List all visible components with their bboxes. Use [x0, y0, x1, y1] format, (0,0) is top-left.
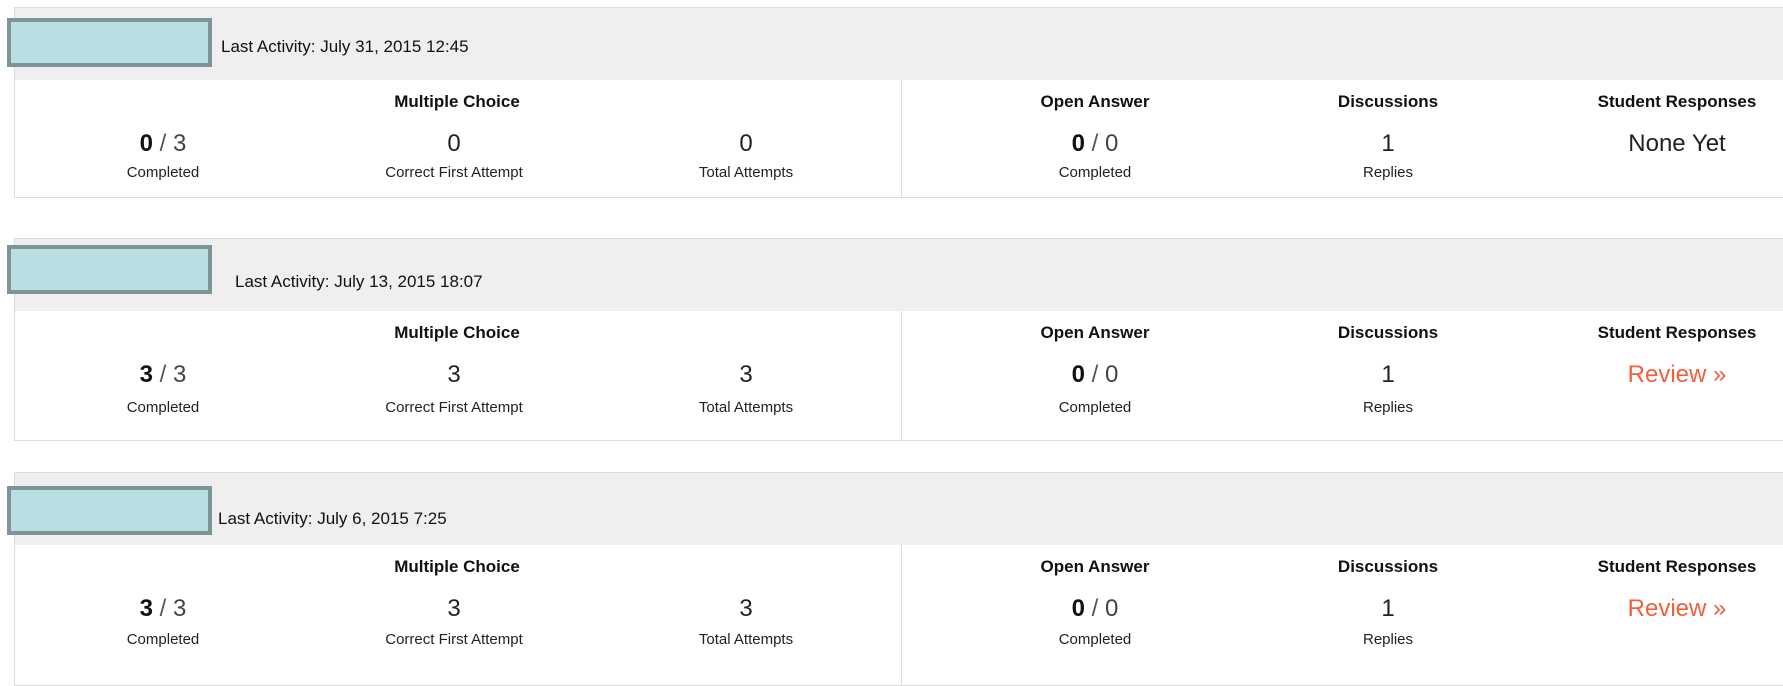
student-responses-title: Student Responses	[1597, 557, 1757, 576]
multiple-choice-title: Multiple Choice	[394, 323, 520, 342]
student-card-header	[15, 473, 1783, 545]
mc-completed-value: 3 / 3	[139, 361, 187, 388]
mc-correct-first-label: Correct First Attempt	[385, 399, 523, 416]
discussions-value: 1	[1381, 361, 1395, 388]
redacted-student-name	[7, 245, 212, 294]
student-card	[14, 472, 1783, 686]
student-card-header	[15, 239, 1783, 311]
mc-total-attempts-label: Total Attempts	[698, 164, 794, 181]
mc-total-attempts-value: 0	[739, 130, 753, 157]
mc-total-attempts-value: 3	[739, 361, 753, 388]
discussions-title: Discussions	[1337, 557, 1439, 576]
mc-correct-first-value: 0	[447, 130, 461, 157]
mc-completed-label: Completed	[126, 164, 200, 181]
oa-completed-value: 0 / 0	[1071, 361, 1119, 388]
mc-completed-value: 3 / 3	[139, 595, 187, 622]
review-link[interactable]: Review »	[1627, 595, 1727, 622]
discussions-label: Replies	[1362, 164, 1414, 181]
discussions-label: Replies	[1362, 399, 1414, 416]
mc-correct-first-value: 3	[447, 361, 461, 388]
mc-total-attempts-value: 3	[739, 595, 753, 622]
section-divider	[901, 311, 902, 440]
student-card-body	[15, 80, 1783, 197]
oa-completed-value: 0 / 0	[1071, 130, 1119, 157]
open-answer-title: Open Answer	[1040, 557, 1150, 576]
review-link[interactable]: Review »	[1627, 361, 1727, 388]
mc-total-attempts-label: Total Attempts	[698, 631, 794, 648]
mc-correct-first-label: Correct First Attempt	[385, 164, 523, 181]
mc-completed-label: Completed	[126, 399, 200, 416]
section-divider	[901, 80, 902, 197]
open-answer-title: Open Answer	[1040, 323, 1150, 342]
multiple-choice-title: Multiple Choice	[394, 92, 520, 111]
student-card-body	[15, 311, 1783, 440]
student-card-body	[15, 545, 1783, 685]
redacted-student-name	[7, 18, 212, 67]
discussions-title: Discussions	[1337, 323, 1439, 342]
discussions-value: 1	[1381, 130, 1395, 157]
section-divider	[901, 545, 902, 685]
oa-completed-label: Completed	[1058, 399, 1132, 416]
last-activity: Last Activity: July 31, 2015 12:45	[221, 37, 469, 56]
last-activity: Last Activity: July 13, 2015 18:07	[235, 272, 483, 291]
redacted-student-name	[7, 486, 212, 535]
open-answer-title: Open Answer	[1040, 92, 1150, 111]
student-card	[14, 238, 1783, 441]
multiple-choice-title: Multiple Choice	[394, 557, 520, 576]
discussions-title: Discussions	[1337, 92, 1439, 111]
student-responses-title: Student Responses	[1597, 323, 1757, 342]
oa-completed-label: Completed	[1058, 631, 1132, 648]
discussions-label: Replies	[1362, 631, 1414, 648]
student-responses-status: None Yet	[1628, 130, 1726, 157]
mc-completed-label: Completed	[126, 631, 200, 648]
mc-correct-first-label: Correct First Attempt	[385, 631, 523, 648]
student-responses-title: Student Responses	[1597, 92, 1757, 111]
oa-completed-value: 0 / 0	[1071, 595, 1119, 622]
mc-correct-first-value: 3	[447, 595, 461, 622]
student-card	[14, 7, 1783, 198]
last-activity: Last Activity: July 6, 2015 7:25	[218, 509, 447, 528]
mc-total-attempts-label: Total Attempts	[698, 399, 794, 416]
oa-completed-label: Completed	[1058, 164, 1132, 181]
mc-completed-value: 0 / 3	[139, 130, 187, 157]
discussions-value: 1	[1381, 595, 1395, 622]
student-card-header	[15, 8, 1783, 80]
